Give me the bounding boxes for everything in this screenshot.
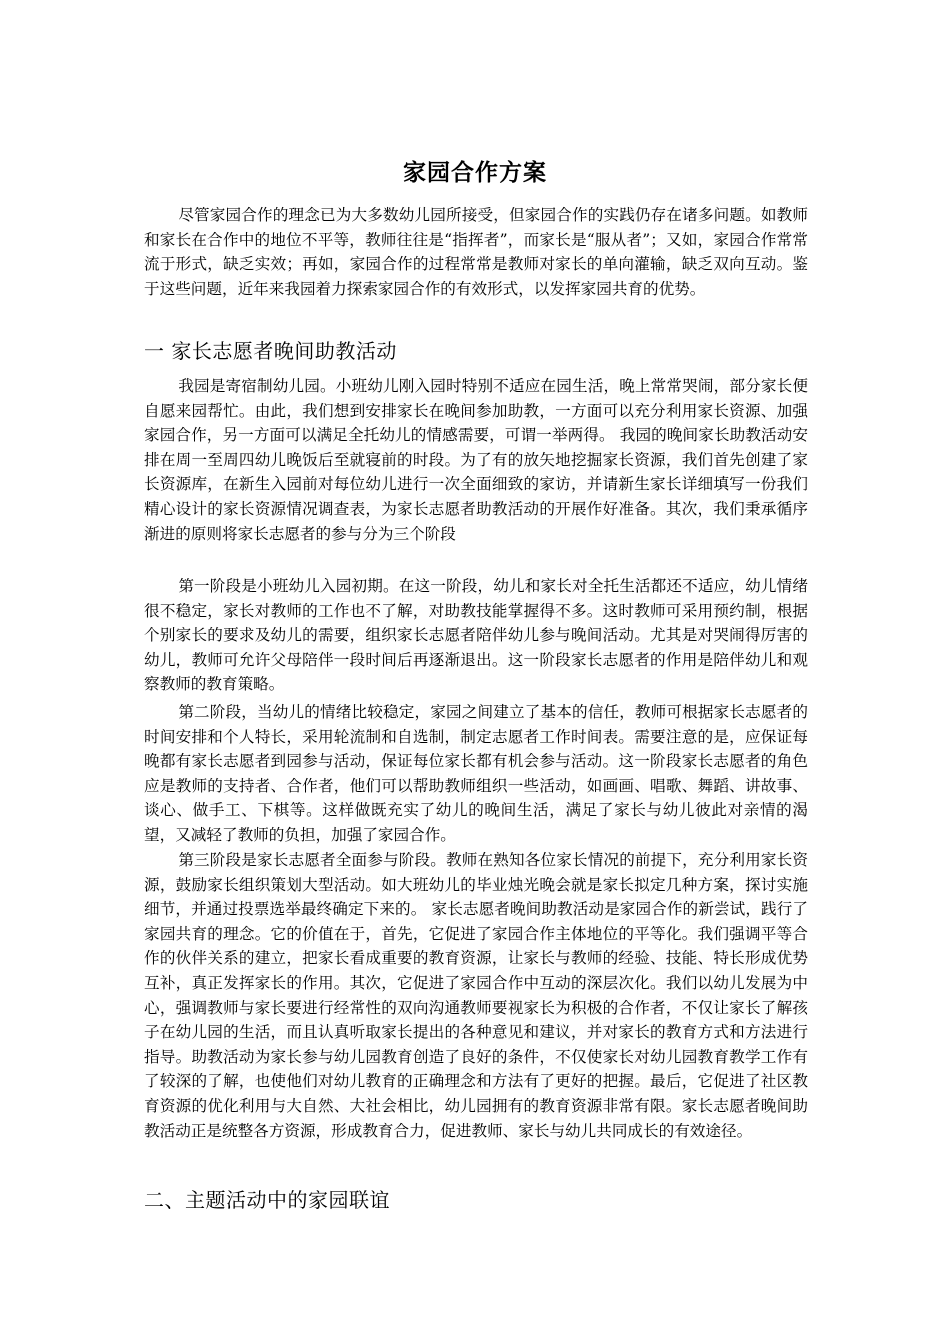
section-1-paragraph-1: 我园是寄宿制幼儿园。小班幼儿刚入园时特别不适应在园生活，晚上常常哭闹，部分家长便自愿来园帮忙。由此，我们想到安排家长在晚间参加助教，一方面可以充分利用家长资源、加强家园合作，另一方面可以满足全托幼儿的情感需要，可谓一举两得。 我园的晚间家长助教活动安排在周一至周四幼儿晚饭后至就寝前的时段。为了有的放矢地挖掘家长资源，我们首先创建了家长资源库，在新生入园前对每位幼儿进行一次全面细致的家访，并请新生家长详细填写一份我们精心设计的家长资源情况调查表，为家长志愿者助教活动的开展作好准备。其次，我们秉承循序渐进的原则将家长志愿者的参与分为三个阶段 <box>144 377 808 543</box>
document-title: 家园合作方案 <box>403 159 547 186</box>
intro-paragraph: 尽管家园合作的理念已为大多数幼儿园所接受，但家园合作的实践仍存在诸多问题。如教师和家长在合作中的地位不平等，教师往往是“指挥者”，而家长是“服从者”；又如，家园合作常常流于形式，缺乏实效；再如，家园合作的过程常常是教师对家长的单向灌输，缺乏双向互动。鉴于这些问题，近年来我园着力探索家园合作的有效形式，以发挥家园共育的优势。 <box>144 206 808 298</box>
section-2-heading: 二、主题活动中的家园联谊 <box>144 1188 390 1212</box>
section-1-heading: 一 家长志愿者晚间助教活动 <box>144 339 397 363</box>
section-1-paragraph-2: 第一阶段是小班幼儿入园初期。在这一阶段，幼儿和家长对全托生活都还不适应，幼儿情绪很不稳定，家长对教师的工作也不了解，对助教技能掌握得不多。这时教师可采用预约制，根据个别家长的要求及幼儿的需要，组织家长志愿者陪伴幼儿参与晚间活动。尤其是对哭闹得厉害的幼儿，教师可允许父母陪伴一段时间后再逐渐退出。这一阶段家长志愿者的作用是陪伴幼儿和观察教师的教育策略。 <box>144 577 808 694</box>
section-1-paragraph-3: 第二阶段，当幼儿的情绪比较稳定，家园之间建立了基本的信任，教师可根据家长志愿者的时间安排和个人特长，采用轮流制和自选制，制定志愿者工作时间表。需要注意的是，应保证每晚都有家长志愿者到园参与活动，保证每位家长都有机会参与活动。这一阶段家长志愿者的角色应是教师的支持者、合作者，他们可以帮助教师组织一些活动，如画画、唱歌、舞蹈、讲故事、谈心、做手工、下棋等。这样做既充实了幼儿的晚间生活，满足了家长与幼儿彼此对亲情的渴望，又减轻了教师的负担，加强了家园合作。 <box>144 703 808 844</box>
section-1-paragraph-4: 第三阶段是家长志愿者全面参与阶段。教师在熟知各位家长情况的前提下，充分利用家长资源，鼓励家长组织策划大型活动。如大班幼儿的毕业烛光晚会就是家长拟定几种方案，探讨实施细节，并通过投票选举最终确定下来的。 家长志愿者晚间助教活动是家园合作的新尝试，践行了家园共育的理念。它的价值在于，首先，它促进了家园合作主体地位的平等化。我们强调平等合作的伙伴关系的建立，把家长看成重要的教育资源，让家长与教师的经验、技能、特长形成优势互补，真正发挥家长的作用。其次，它促进了家园合作中互动的深层次化。我们以幼儿发展为中心，强调教师与家长要进行经常性的双向沟通教师要视家长为积极的合作者，不仅让家长了解孩子在幼儿园的生活，而且认真听取家长提出的各种意见和建议，并对家长的教育方式和方法进行指导。助教活动为家长参与幼儿园教育创造了良好的条件，不仅使家长对幼儿园教育教学工作有了较深的了解，也使他们对幼儿教育的正确理念和方法有了更好的把握。最后，它促进了社区教育资源的优化利用与大自然、大社会相比，幼儿园拥有的教育资源非常有限。家长志愿者晚间助教活动正是统整各方资源，形成教育合力，促进教师、家长与幼儿共同成长的有效途径。 <box>144 851 808 1140</box>
